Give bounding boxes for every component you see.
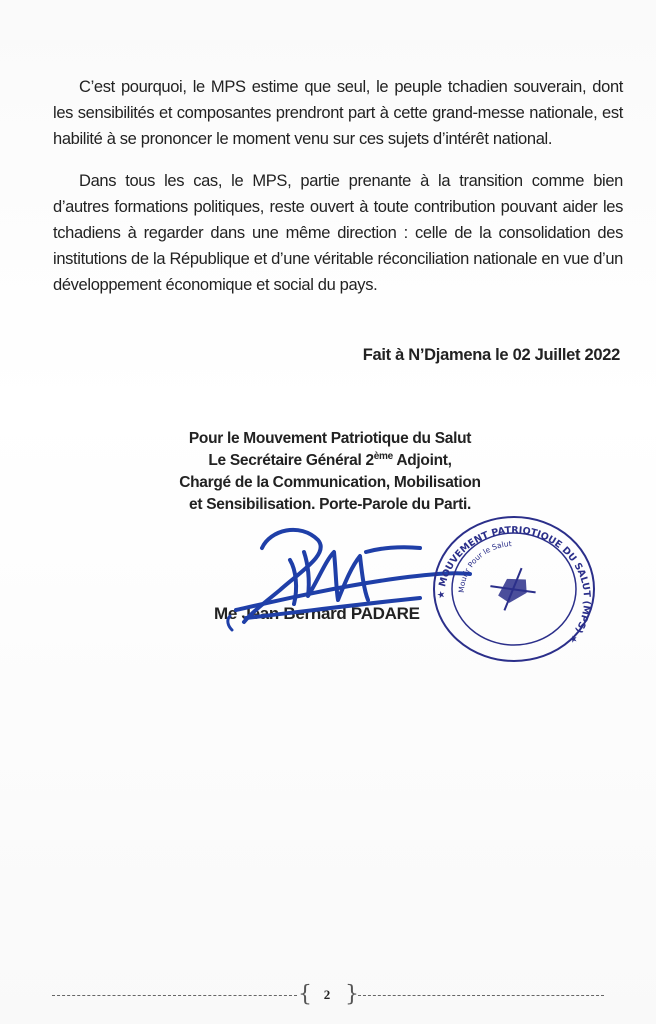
signatory-block [150,428,510,516]
signatory-line-3: Chargé de la Communication, Mobilisation [179,474,481,491]
page-footer [0,984,656,1006]
footer-divider-left [52,995,297,996]
stamp-inner-text: Mourir Pour le Salut [456,539,513,594]
page-number: 2 [323,987,331,1002]
brace-right-icon: } [345,982,359,1007]
signatory-line-4: et Sensibilisation. Porte-Parole du Parti. [189,496,471,513]
brace-left-icon: { [298,982,312,1007]
paragraph-1: C’est pourquoi, le MPS estime que seul, le peuple tchadien souverain, dont les sensibilités et composantes prendront part à cette grand-messe nationale, est habilité à se prononcer le moment venu sur ces sujets d’intérêt national. [53,78,623,148]
date-line: Fait à N’Djamena le 02 Juillet 2022 [362,346,620,364]
paragraph-2: Dans tous les cas, le MPS, partie prenante à la transition comme bien d’autres formations politiques, reste ouvert à toute contribution pouvant aider les tchadiens à regarder dans une même direction : celle de la consolidation des institutions de la République et d’une véritable réconciliation nationale en vue d’un développement économique et social du pays. [53,172,623,294]
stamp-outer-text: ★ MOUVEMENT PATRIOTIQUE DU SALUT (MPS) ★ [435,524,593,646]
signatory-line-1: Pour le Mouvement Patriotique du Salut [188,430,472,447]
signatory-name: Me Jean Bernard PADARE [214,604,420,623]
mps-seal-stamp [430,513,598,663]
signatory-line-2: Le Secrétaire Général 2ème Adjoint, [208,450,452,469]
footer-divider-right [358,995,604,996]
